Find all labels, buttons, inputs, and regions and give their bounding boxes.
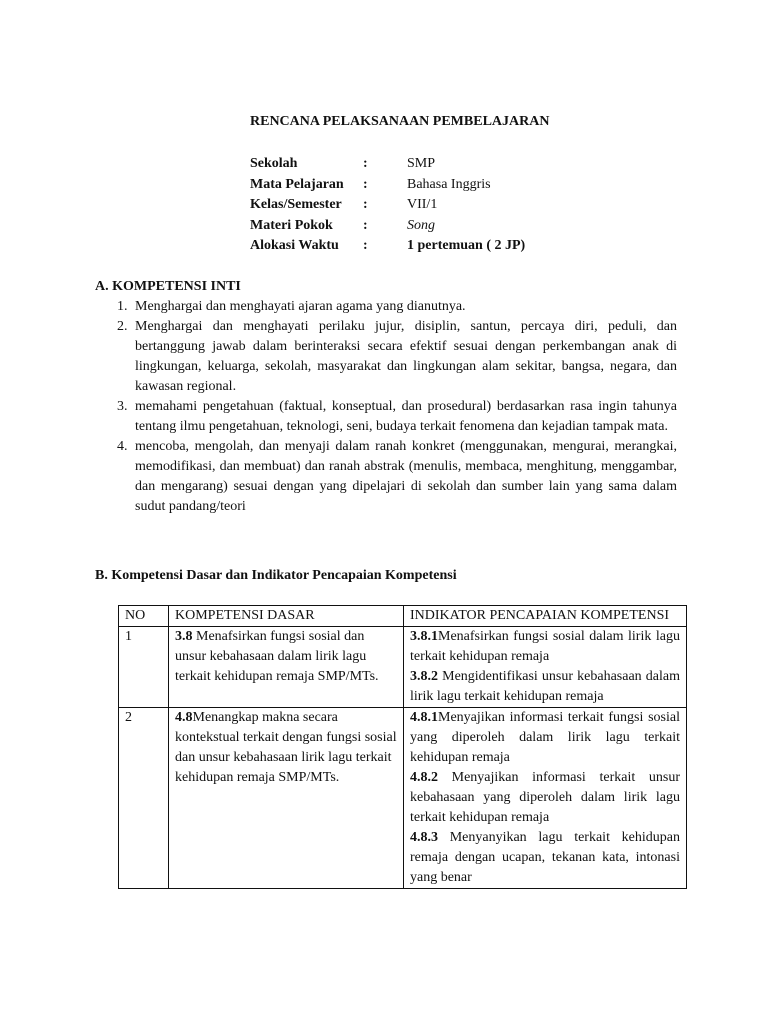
kd-text: Menangkap makna secara kontekstual terkait dengan fungsi sosial dan unsur kebahasaan lirik lagu terkait kehidupan remaja SMP/MTs. xyxy=(175,710,397,785)
list-item xyxy=(117,317,677,397)
meta-label: Mata Pelajaran xyxy=(250,176,344,192)
meta-colon: : xyxy=(363,156,368,171)
row-number: 2 xyxy=(119,708,169,889)
table-row xyxy=(119,627,687,708)
meta-colon: : xyxy=(363,176,368,192)
list-text: mencoba, mengolah, dan menyaji dalam ranah konkret (menggunakan, mengurai, merangkai, memodifikasi, dan membuat) dan ranah abstrak (menulis, membaca, menghitung, menggambar, dan mengarang) sesuai dengan yang dipelajari di sekolah dan sumber lain yang sama dalam sudut pandang/teori xyxy=(135,439,677,514)
kd-text: Menafsirkan fungsi sosial dan unsur kebahasaan dalam lirik lagu terkait kehidupan remaja SMP/MTs. xyxy=(175,629,379,684)
indicator-item xyxy=(410,627,680,667)
kd-code: 4.8 xyxy=(175,710,193,725)
indicator-item xyxy=(410,828,680,888)
indicator-text: Menyajikan informasi terkait unsur kebahasaan yang diperoleh dalam lirik lagu terkait kehidupan remaja xyxy=(410,770,680,825)
row-number: 1 xyxy=(119,627,169,708)
list-text: Menghargai dan menghayati perilaku jujur, disiplin, santun, percaya diri, peduli, dan bertanggung jawab dalam berinteraksi secara efektif sesuai dengan perkembangan anak di lingkungan, keluarga, sekolah, masyarakat dan lingkungan alam sekitar, bangsa, negara, dan kawasan regional. xyxy=(135,319,677,394)
list-number: 4. xyxy=(117,439,128,454)
header-kompetensi-dasar: KOMPETENSI DASAR xyxy=(169,606,404,627)
indicator-item xyxy=(410,667,680,707)
meta-value: 1 pertemuan ( 2 JP) xyxy=(407,238,526,253)
indicator-text: Menyanyikan lagu terkait kehidupan remaja dengan ucapan, tekanan kata, intonasi yang benar xyxy=(410,830,680,885)
list-number: 2. xyxy=(117,319,128,334)
list-item xyxy=(117,397,677,437)
competence-table xyxy=(118,605,687,889)
meta-value: Song xyxy=(407,217,435,233)
indicator-text: Mengidentifikasi unsur kebahasaan dalam lirik lagu terkait kehidupan remaja xyxy=(410,669,680,704)
list-item xyxy=(117,437,677,517)
list-text: memahami pengetahuan (faktual, konseptual, dan prosedural) berdasarkan rasa ingin tahunya tentang ilmu pengetahuan, teknologi, seni, budaya terkait fenomena dan kejadian tampak mata. xyxy=(135,399,677,434)
kd-code: 3.8 xyxy=(175,629,193,644)
indicator-code: 4.8.1 xyxy=(410,710,438,725)
indicator-cell xyxy=(404,627,687,708)
meta-colon: : xyxy=(363,238,368,253)
indicator-text: Menafsirkan fungsi sosial dalam lirik lagu terkait kehidupan remaja xyxy=(410,629,680,664)
meta-label: Materi Pokok xyxy=(250,217,333,233)
meta-label: Alokasi Waktu xyxy=(250,238,339,253)
indicator-item xyxy=(410,708,680,768)
list-item xyxy=(117,297,677,317)
meta-value: Bahasa Inggris xyxy=(407,176,491,192)
meta-label: Kelas/Semester xyxy=(250,197,342,212)
meta-label: Sekolah xyxy=(250,156,298,171)
list-number: 1. xyxy=(117,299,128,314)
meta-colon: : xyxy=(363,197,368,212)
indicator-cell xyxy=(404,708,687,889)
table-header-row xyxy=(119,606,687,627)
indicator-code: 3.8.1 xyxy=(410,629,438,644)
meta-value: SMP xyxy=(407,156,436,171)
kd-cell xyxy=(169,708,404,889)
kd-cell xyxy=(169,627,404,708)
indicator-text: Menyajikan informasi terkait fungsi sosial yang diperoleh dalam lirik lagu terkait kehidupan remaja xyxy=(410,710,680,765)
indicator-code: 3.8.2 xyxy=(410,669,438,684)
indicator-item xyxy=(410,768,680,828)
list-text: Menghargai dan menghayati ajaran agama yang dianutnya. xyxy=(135,299,466,314)
document-title: RENCANA PELAKSANAAN PEMBELAJARAN xyxy=(250,114,550,129)
meta-colon: : xyxy=(363,217,368,233)
core-competence-list xyxy=(117,297,677,517)
header-indikator: INDIKATOR PENCAPAIAN KOMPETENSI xyxy=(404,606,687,627)
list-number: 3. xyxy=(117,399,128,414)
table-row xyxy=(119,708,687,889)
meta-value: VII/1 xyxy=(407,197,438,212)
indicator-code: 4.8.3 xyxy=(410,830,438,845)
section-b-heading: B. Kompetensi Dasar dan Indikator Pencapaian Kompetensi xyxy=(95,568,457,583)
section-a-heading: A. KOMPETENSI INTI xyxy=(95,279,241,294)
indicator-code: 4.8.2 xyxy=(410,770,438,785)
header-no: NO xyxy=(119,606,169,627)
